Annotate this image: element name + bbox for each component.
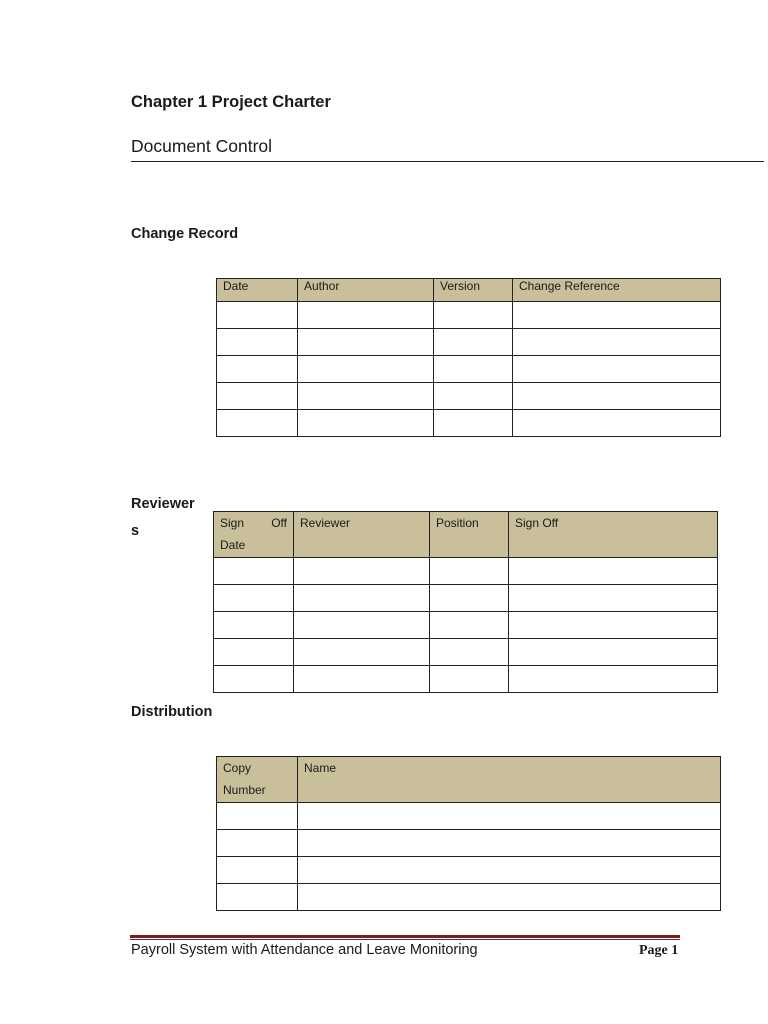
col-date: Date xyxy=(217,279,298,302)
table-cell[interactable] xyxy=(434,329,513,356)
table-cell[interactable] xyxy=(294,558,430,585)
table-header-row xyxy=(217,757,721,803)
col-sign-off-date xyxy=(214,512,294,558)
table-cell[interactable] xyxy=(214,666,294,693)
table-header-row xyxy=(214,512,718,558)
table-row xyxy=(217,383,721,410)
table-cell[interactable] xyxy=(298,302,434,329)
table-cell[interactable] xyxy=(217,884,298,911)
table-cell[interactable] xyxy=(513,356,721,383)
table-row xyxy=(217,803,721,830)
col-version: Version xyxy=(434,279,513,302)
col-sign-off-date-word2: Off xyxy=(271,516,287,530)
page-number: Page 1 xyxy=(639,943,679,958)
table-cell[interactable] xyxy=(298,383,434,410)
table-row xyxy=(217,410,721,437)
table-cell[interactable] xyxy=(430,612,509,639)
table-cell[interactable] xyxy=(298,884,721,911)
table-cell[interactable] xyxy=(214,558,294,585)
table-cell[interactable] xyxy=(294,612,430,639)
col-author: Author xyxy=(298,279,434,302)
distribution-table xyxy=(216,756,721,911)
table-cell[interactable] xyxy=(430,666,509,693)
table-cell[interactable] xyxy=(298,329,434,356)
table-cell[interactable] xyxy=(434,302,513,329)
table-cell[interactable] xyxy=(509,666,718,693)
table-row xyxy=(214,666,718,693)
table-cell[interactable] xyxy=(217,383,298,410)
col-copy-number-line1: Copy xyxy=(223,761,252,775)
footer-rule-thin xyxy=(130,939,680,940)
reviewers-table xyxy=(213,511,718,693)
table-cell[interactable] xyxy=(509,612,718,639)
table-cell[interactable] xyxy=(217,356,298,383)
table-cell[interactable] xyxy=(294,639,430,666)
table-cell[interactable] xyxy=(214,639,294,666)
table-cell[interactable] xyxy=(430,585,509,612)
distribution-heading: Distribution xyxy=(131,704,213,720)
col-name: Name xyxy=(298,757,721,803)
table-cell[interactable] xyxy=(217,857,298,884)
table-cell[interactable] xyxy=(509,639,718,666)
col-sign-off-date-word3: Date xyxy=(220,538,246,552)
table-row xyxy=(214,639,718,666)
table-cell[interactable] xyxy=(294,585,430,612)
table-row xyxy=(217,884,721,911)
table-cell[interactable] xyxy=(434,356,513,383)
col-copy-number-line2: Number xyxy=(223,783,266,797)
table-cell[interactable] xyxy=(298,830,721,857)
footer-title: Payroll System with Attendance and Leave Monitoring xyxy=(131,942,478,958)
chapter-title: Chapter 1 Project Charter xyxy=(131,93,331,111)
table-cell[interactable] xyxy=(217,410,298,437)
table-cell[interactable] xyxy=(513,410,721,437)
col-reviewer: Reviewer xyxy=(294,512,430,558)
table-cell[interactable] xyxy=(298,857,721,884)
table-cell[interactable] xyxy=(298,356,434,383)
table-cell[interactable] xyxy=(434,383,513,410)
table-cell[interactable] xyxy=(430,558,509,585)
reviewers-heading xyxy=(131,491,195,545)
footer-rule xyxy=(130,935,680,938)
table-cell[interactable] xyxy=(298,410,434,437)
col-sign-off-date-word1: Sign xyxy=(220,516,245,530)
table-row xyxy=(217,830,721,857)
change-record-heading: Change Record xyxy=(131,226,239,242)
table-cell[interactable] xyxy=(509,585,718,612)
table-cell[interactable] xyxy=(214,612,294,639)
section-title: Document Control xyxy=(131,136,273,156)
table-cell[interactable] xyxy=(214,585,294,612)
col-copy-number xyxy=(217,757,298,803)
col-position: Position xyxy=(430,512,509,558)
table-cell[interactable] xyxy=(298,803,721,830)
table-cell[interactable] xyxy=(513,302,721,329)
table-row xyxy=(217,329,721,356)
table-row xyxy=(214,612,718,639)
table-header-row xyxy=(217,279,721,302)
table-row xyxy=(214,558,718,585)
reviewers-heading-line2: s xyxy=(131,523,140,539)
table-cell[interactable] xyxy=(430,639,509,666)
title-underline xyxy=(131,161,764,162)
table-cell[interactable] xyxy=(217,803,298,830)
col-sign-off: Sign Off xyxy=(509,512,718,558)
table-cell[interactable] xyxy=(513,383,721,410)
reviewers-heading-line1: Reviewer xyxy=(131,496,195,512)
table-row xyxy=(214,585,718,612)
table-row xyxy=(217,302,721,329)
table-row xyxy=(217,857,721,884)
table-cell[interactable] xyxy=(513,329,721,356)
table-cell[interactable] xyxy=(434,410,513,437)
table-cell[interactable] xyxy=(217,830,298,857)
change-record-table xyxy=(216,278,721,437)
table-cell[interactable] xyxy=(509,558,718,585)
table-cell[interactable] xyxy=(294,666,430,693)
table-row xyxy=(217,356,721,383)
table-cell[interactable] xyxy=(217,302,298,329)
col-change-reference: Change Reference xyxy=(513,279,721,302)
table-cell[interactable] xyxy=(217,329,298,356)
